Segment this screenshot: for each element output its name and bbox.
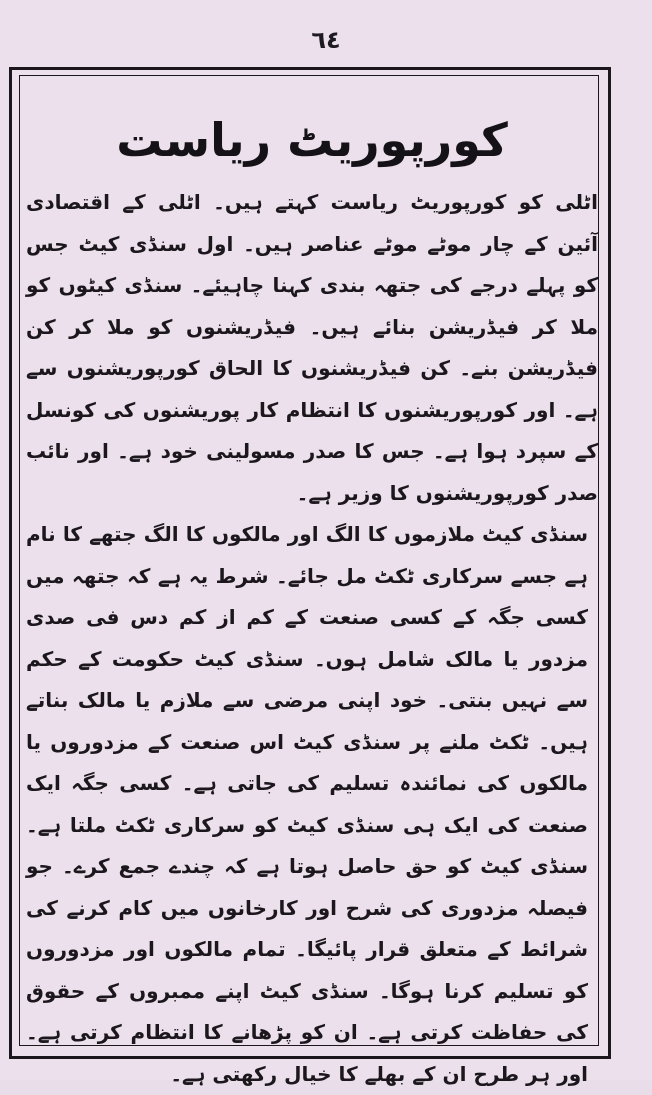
- paragraph-1: اٹلی کو کورپوریٹ ریاست کہتے ہیں۔ اٹلی کے اقتصادی آئین کے چار موٹے موٹے عناصر ہیں۔ اول سنڈی کیٹ جس کو پہلے درجے کی جتھہ بندی کہنا چاہیئے۔ سنڈی کیٹوں کو ملا کر فیڈریشن بنائے ہیں۔ فیڈریشنوں کو ملا کر کن فیڈریشن بنے۔ کن فیڈریشنوں کا الحاق کورپوریشنوں سے ہے۔ اور کورپوریشنوں کا انتظام کار پوریشنوں کی کونسل کے سپرد ہوا ہے۔ جس کا صدر مسولینی خود ہے۔ اور نائب صدر کورپوریشنوں کا وزیر ہے۔: [26, 190, 598, 505]
- body-text: [26, 182, 598, 1095]
- page-number: ٦٤: [311, 26, 341, 54]
- page-content: [26, 108, 598, 1095]
- paragraph-2: سنڈی کیٹ ملازموں کا الگ اور مالکوں کا الگ جتھے کا نام ہے جسے سرکاری ٹکٹ مل جائے۔ شرط یہ ہے کہ جتھہ میں کسی جگہ کے کسی صنعت کے کم از کم دس فی صدی مزدور یا مالک شامل ہوں۔ سنڈی کیٹ حکومت کے حکم سے نہیں بنتی۔ خود اپنی مرضی سے ملازم یا مالک بناتے ہیں۔ ٹکٹ ملنے پر سنڈی کیٹ اس صنعت کے مزدوروں یا مالکوں کی نمائندہ تسلیم کی جاتی ہے۔ کسی جگہ ایک صنعت کی ایک ہی سنڈی کیٹ کو سرکاری ٹکٹ ملتا ہے۔ سنڈی کیٹ کو حق حاصل ہوتا ہے کہ چندے جمع کرے۔ جو فیصلہ مزدوری کی شرح اور کارخانوں میں کام کرنے کی شرائط کے متعلق قرار پائیگا۔ تمام مالکوں اور مزدوروں کو تسلیم کرنا ہوگا۔ سنڈی کیٹ اپنے ممبروں کے حقوق کی حفاظت کرتی ہے۔ ان کو پڑھانے کا انتظام کرتی ہے۔ اور ہر طرح ان کے بھلے کا خیال رکھتی ہے۔: [26, 522, 588, 1086]
- chapter-title: کورپوریٹ ریاست: [116, 113, 508, 167]
